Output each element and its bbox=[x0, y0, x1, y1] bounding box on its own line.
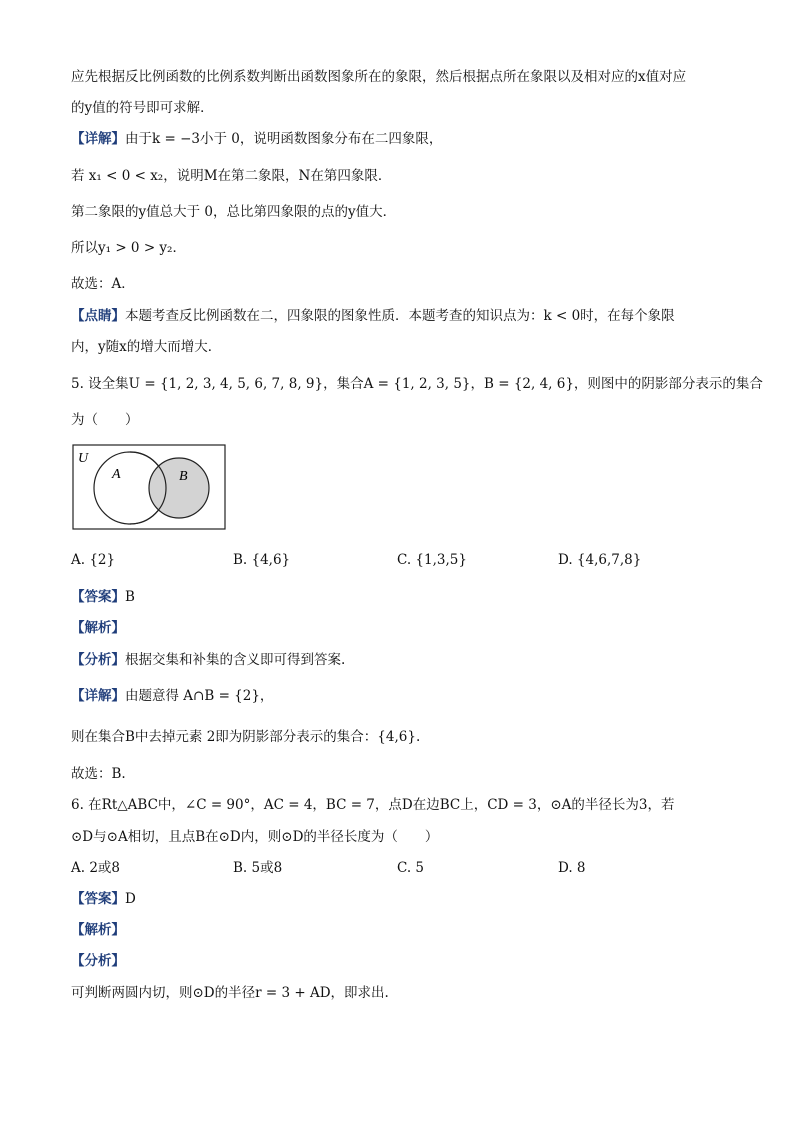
text-line: 则在集合B中去掉元素 2即为阴影部分表示的集合：{4,6}. bbox=[71, 729, 421, 745]
section-tag: 【分析】 bbox=[71, 953, 125, 969]
text-line bbox=[71, 307, 675, 325]
text-line: 所以y₁ > 0 > y₂． bbox=[71, 240, 186, 256]
answer-value: D bbox=[125, 891, 136, 907]
text-span: 由题意得 A∩B = {2}， bbox=[125, 688, 274, 704]
venn-label-b: B bbox=[179, 469, 188, 484]
answer-line bbox=[71, 890, 136, 908]
analysis-heading bbox=[71, 921, 125, 939]
section-tag: 【解析】 bbox=[71, 620, 125, 636]
set-b-circle bbox=[149, 458, 209, 518]
text-line: 故选：A． bbox=[71, 276, 135, 292]
text-span: 由于k = −3小于 0，说明函数图象分布在二四象限， bbox=[125, 131, 443, 147]
text-span: 根据交集和补集的含义即可得到答案. bbox=[125, 652, 346, 668]
option-d: D. 8 bbox=[558, 860, 586, 876]
option-a: A. {2} bbox=[71, 552, 116, 568]
answer-line bbox=[71, 588, 135, 606]
section-tag: 【解析】 bbox=[71, 922, 125, 938]
text-line: 可判断两圆内切，则⊙D的半径r = 3 + AD，即求出. bbox=[71, 985, 389, 1001]
text-line bbox=[71, 130, 442, 148]
section-tag: 【答案】 bbox=[71, 589, 125, 605]
question-6-stem-cont: ⊙D与⊙A相切，且点B在⊙D内，则⊙D的半径长度为（ ） bbox=[71, 829, 439, 845]
text-line: 故选：B. bbox=[71, 766, 126, 782]
answer-value: B bbox=[125, 589, 135, 605]
text-line: 第二象限的y值总大于 0，总比第四象限的点的y值大． bbox=[71, 204, 397, 220]
question-5-stem: 5. 设全集U = {1, 2, 3, 4, 5, 6, 7, 8, 9}，集合A = {1, 2, 3, 5}，B = {2, 4, 6}，则图中的阴影部分表示的集合 bbox=[71, 376, 763, 392]
section-tag: 【详解】 bbox=[71, 688, 125, 704]
option-c: C. {1,3,5} bbox=[397, 552, 467, 568]
option-b: B. {4,6} bbox=[233, 552, 291, 568]
section-tag: 【答案】 bbox=[71, 891, 125, 907]
question-5-stem-cont: 为（ ） bbox=[71, 412, 139, 428]
option-d: D. {4,6,7,8} bbox=[558, 552, 642, 568]
text-line: 内，y随x的增大而增大． bbox=[71, 339, 222, 355]
text-line: 应先根据反比例函数的比例系数判断出函数图象所在的象限，然后根据点所在象限以及相对应的x值对应 bbox=[71, 69, 687, 85]
section-tag: 【详解】 bbox=[71, 131, 125, 147]
venn-diagram bbox=[72, 444, 226, 530]
analysis-heading bbox=[71, 952, 125, 970]
analysis-heading bbox=[71, 619, 125, 637]
question-6-stem: 6. 在Rt△ABC中，∠C = 90°，AC = 4，BC = 7，点D在边BC上，CD = 3，⊙A的半径长为3，若 bbox=[71, 797, 675, 813]
text-line bbox=[71, 687, 273, 705]
venn-label-a: A bbox=[112, 467, 121, 482]
section-tag: 【点睛】 bbox=[71, 308, 125, 324]
text-line bbox=[71, 651, 345, 669]
option-a: A. 2或8 bbox=[71, 860, 121, 876]
venn-label-u: U bbox=[78, 451, 89, 466]
option-c: C. 5 bbox=[397, 860, 425, 876]
text-line: 若 x₁ < 0 < x₂，说明M在第二象限，N在第四象限． bbox=[71, 168, 392, 184]
section-tag: 【分析】 bbox=[71, 652, 125, 668]
text-line: 的y值的符号即可求解． bbox=[71, 100, 214, 116]
text-span: 本题考查反比例函数在二，四象限的图象性质．本题考查的知识点为：k < 0时，在每个象限 bbox=[125, 308, 675, 324]
option-b: B. 5或8 bbox=[233, 860, 283, 876]
